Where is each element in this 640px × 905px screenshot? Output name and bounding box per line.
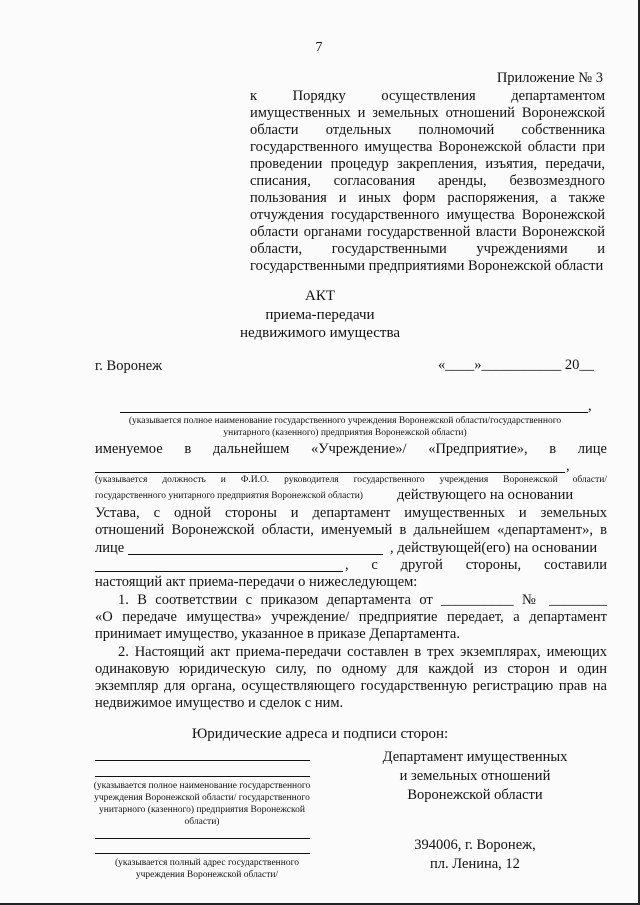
position-hint-2: государственного унитарного предприятия Воронежской области) [95, 491, 363, 501]
item1-line2: «О передаче имущества» учреждение/ предприятие передает, а департамент [95, 609, 607, 625]
date-field: «____»___________ 20__ [438, 357, 594, 373]
item1-line3: принимает имущество, указанное в приказе Департамента. [95, 626, 460, 642]
hint-line: (указывается полное наименование государственного учреждения Воронежской области/государственного [128, 416, 562, 426]
hint-line: унитарного (казенного) предприятия Воронежской области) [223, 428, 467, 438]
place: г. Воронеж [95, 358, 163, 374]
basis-line [95, 571, 343, 572]
person-line [128, 554, 383, 555]
legal-addresses: Юридические адреса и подписи сторон: [191, 726, 449, 742]
act-purpose: настоящий акт приема-передачи о нижеследующем: [95, 574, 418, 590]
department-name-line: и земельных отношений [399, 768, 551, 784]
acting-basis-2: , действующей(его) на основании [390, 540, 598, 556]
page-number: 7 [315, 40, 323, 55]
charter-line: Устава, с одной стороны и департамент имущественных и земельных [95, 505, 607, 521]
institution-hint [90, 415, 600, 439]
appendix-line: к Порядку осуществления департаментом [250, 88, 605, 104]
appendix-line: имущественных и земельных отношений Воронежской [250, 105, 605, 121]
appendix-line: пользования и иных форм распоряжения, а также [250, 190, 605, 206]
address-line [95, 853, 310, 854]
comma: , [566, 458, 570, 474]
left-hint: (указывается полное наименование государственного учреждения Воронежской области/ государственного унитарного (казенного) предприятия Воронежской области) [93, 781, 311, 827]
appendix-title: Приложение № 3 [496, 70, 603, 86]
department-line: отношений Воронежской области, именуемый в дальнейшем «департамент», в [95, 522, 607, 538]
appendix-line: области, государственными учреждениями и [250, 241, 605, 257]
institution-name-line [120, 412, 588, 413]
comma: , [588, 398, 592, 414]
department-name-line: Департамент имущественных [382, 749, 568, 765]
act-subtitle-2: недвижимого имущества [240, 325, 400, 341]
appendix-body [250, 88, 605, 275]
other-side: , с другой стороны, составили [345, 557, 607, 573]
position-hint: (указывается должность и Ф.И.О. руководителя государственного учреждения Воронежской области/ [95, 475, 607, 485]
act-title: АКТ [305, 288, 335, 304]
person-word: лице [95, 540, 125, 556]
named-line: именуемое в дальнейшем «Учреждение»/ «Предприятие», в лице [95, 441, 607, 457]
appendix-line: проведении процедур закрепления, изъятия, передачи, [250, 156, 605, 172]
department-address-line: 394006, г. Воронеж, [414, 837, 536, 853]
department-address-line: пл. Ленина, 12 [430, 856, 520, 872]
item2: 2. Настоящий акт приема-передачи составлен в трех экземплярах, имеющих одинаковую юридическую силу, по одному для каждой из сторон и один экземпляр для органа, осуществляющего государственную регистрацию прав на недвижимое имущество и сделок с ним. [95, 644, 607, 711]
appendix-line: государственными предприятиями Воронежской области [250, 258, 604, 274]
appendix-line: отчуждения государственного имущества Воронежской [250, 207, 605, 223]
position-line [95, 472, 565, 473]
signature-line [95, 760, 310, 761]
department-name-line: Воронежской области [407, 787, 543, 803]
left-hint-2: (указывается полный адрес государственного учреждения Воронежской области/ [114, 858, 299, 880]
address-line [95, 838, 310, 839]
appendix-line: области органами государственной власти Воронежской [250, 224, 605, 240]
item1-line1: 1. В соответствии с приказом департамента от __________ № ________ [118, 592, 607, 608]
signature-line [95, 776, 310, 777]
appendix-line: государственного имущества Воронежской области при [250, 139, 605, 155]
appendix-line: списания, согласования аренды, безвозмездного [250, 173, 605, 189]
acting-basis: действующего на основании [397, 487, 574, 503]
act-subtitle: приема-передачи [265, 307, 375, 323]
appendix-line: области отдельных полномочий собственника [250, 122, 605, 138]
department-name [360, 748, 590, 805]
department-address [360, 836, 590, 874]
